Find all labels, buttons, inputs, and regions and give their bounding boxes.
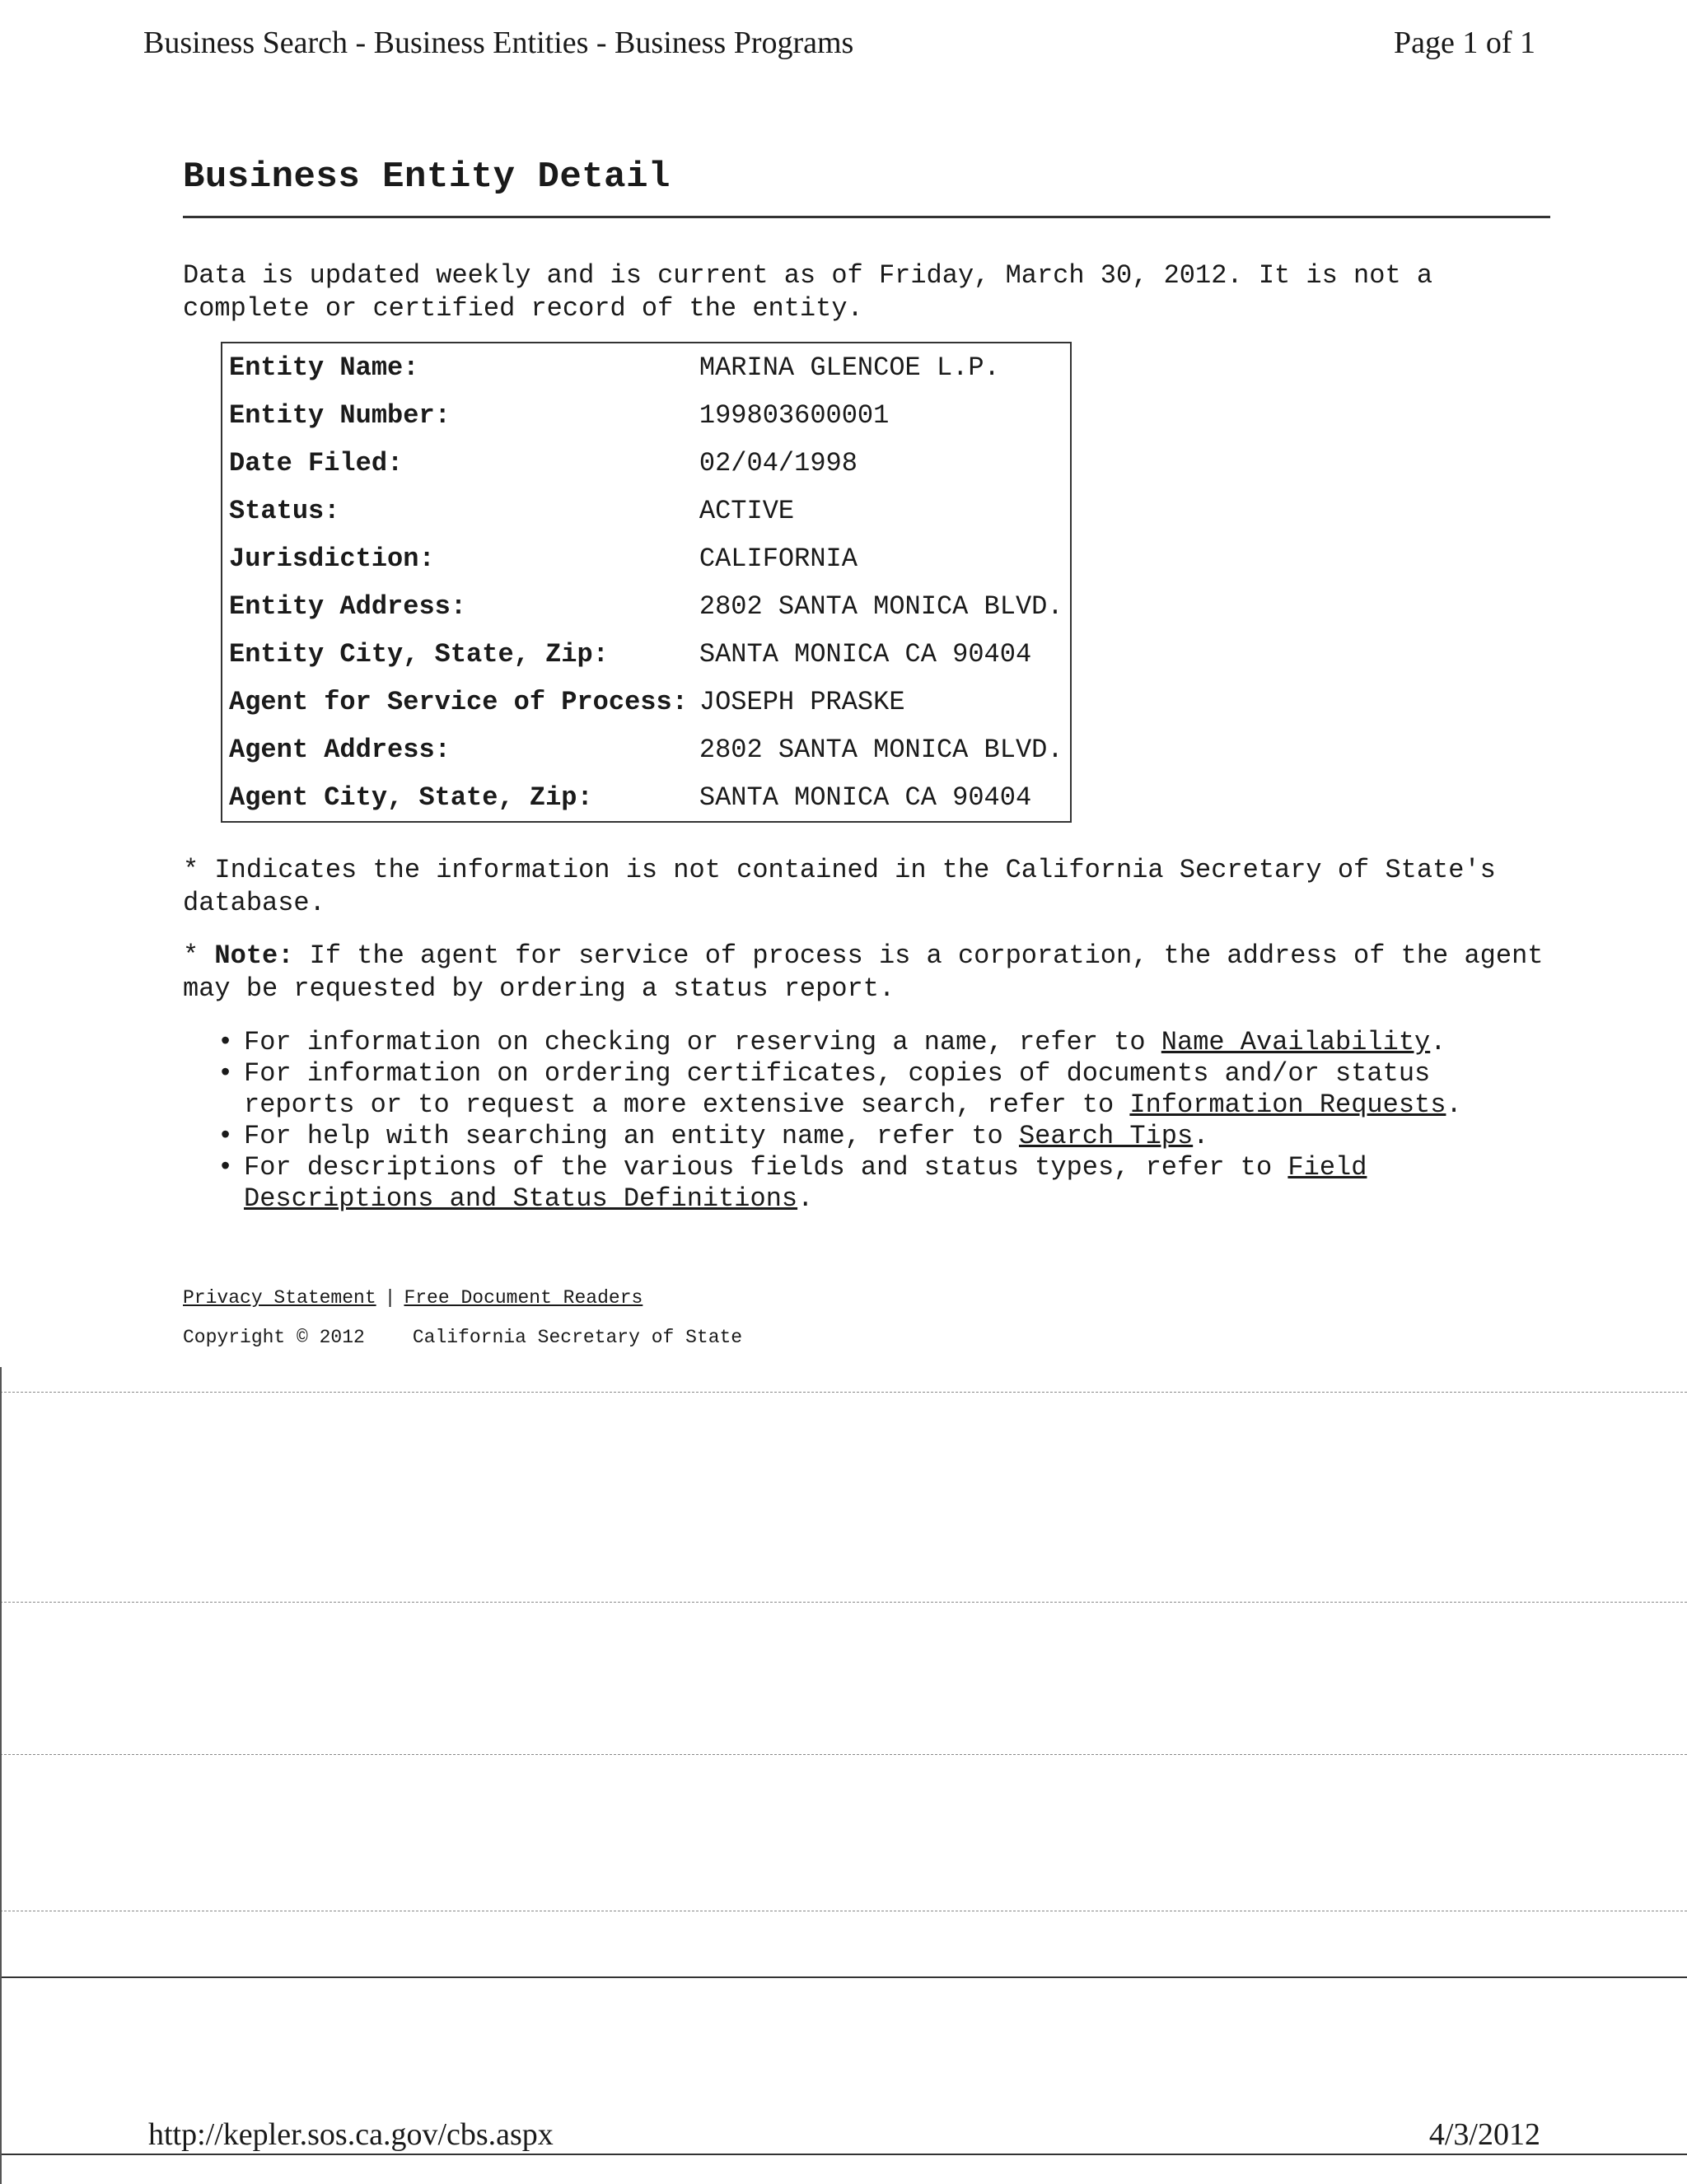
information-requests-link[interactable]: Information Requests: [1129, 1090, 1446, 1120]
table-row: [222, 439, 1071, 487]
status-label: Status:: [229, 495, 340, 526]
table-row: [222, 343, 1071, 391]
table-row: [222, 726, 1071, 773]
print-page-number: Page 1 of 1: [1393, 26, 1535, 60]
status-value: ACTIVE: [699, 495, 795, 526]
note-label: Note:: [214, 940, 294, 971]
scan-artifact-line: [0, 2154, 1687, 2155]
table-row: [222, 678, 1071, 726]
list-item: • For help with searching an entity name, refer to Search Tips.: [213, 1121, 1550, 1152]
print-footer: [148, 2116, 1540, 2153]
table-row: [222, 534, 1071, 582]
intro-text: Data is updated weekly and is current as of Friday, March 30, 2012. It is not a complete or certified record of the entity.: [183, 260, 1433, 324]
print-footer-url: http://kepler.sos.ca.gov/cbs.aspx: [148, 2117, 554, 2152]
entity-city-label: Entity City, State, Zip:: [229, 638, 609, 670]
date-filed-value: 02/04/1998: [699, 447, 858, 478]
agent-label: Agent for Service of Process:: [229, 686, 688, 717]
entity-address-label: Entity Address:: [229, 590, 467, 622]
table-row: [222, 773, 1071, 822]
asterisk-note: * Indicates the information is not contained in the California Secretary of State's database.: [183, 855, 1496, 918]
table-row: [222, 487, 1071, 534]
free-document-readers-link[interactable]: Free Document Readers: [404, 1287, 643, 1309]
jurisdiction-value: CALIFORNIA: [699, 543, 858, 574]
entity-name-label: Entity Name:: [229, 352, 419, 383]
main-content: [183, 156, 1550, 1348]
entity-city-value: SANTA MONICA CA 90404: [699, 638, 1032, 670]
field-descriptions-link[interactable]: Field Descriptions and Status Definitions: [244, 1152, 1367, 1214]
name-availability-link[interactable]: Name Availability: [1161, 1027, 1431, 1057]
entity-number-value: 199803600001: [699, 399, 890, 431]
agent-address-value: 2802 SANTA MONICA BLVD.: [699, 734, 1063, 765]
note-prefix: *: [183, 940, 215, 971]
print-footer-date: 4/3/2012: [1428, 2117, 1540, 2152]
copyright: [183, 1327, 1550, 1348]
agent-city-label: Agent City, State, Zip:: [229, 782, 593, 813]
print-header-title: Business Search - Business Entities - Business Programs: [143, 26, 854, 60]
print-header: [143, 25, 1535, 61]
scan-artifact-edge: [0, 1367, 2, 2184]
footer-separator: |: [384, 1287, 396, 1309]
jurisdiction-label: Jurisdiction:: [229, 543, 435, 574]
agent-city-value: SANTA MONICA CA 90404: [699, 782, 1032, 813]
agent-address-label: Agent Address:: [229, 734, 451, 765]
entity-address-value: 2802 SANTA MONICA BLVD.: [699, 590, 1063, 622]
copyright-org: California Secretary of State: [412, 1327, 743, 1348]
search-tips-link[interactable]: Search Tips: [1018, 1121, 1194, 1151]
list-item: • For descriptions of the various fields and status types, refer to Field Descriptions and Status Definitions.: [213, 1152, 1550, 1215]
scan-artifact-line: [0, 1976, 1687, 1978]
copyright-text: Copyright © 2012: [183, 1327, 365, 1348]
agent-note: [183, 940, 1550, 1006]
date-filed-label: Date Filed:: [229, 447, 404, 478]
entity-number-label: Entity Number:: [229, 399, 451, 431]
entity-detail-table: [221, 342, 1072, 823]
note-text: If the agent for service of process is a corporation, the address of the agent may be requested by ordering a status report.: [183, 940, 1544, 1004]
scan-artifact-line: [0, 1754, 1687, 1755]
list-item: • For information on checking or reserving a name, refer to Name Availability.: [213, 1027, 1550, 1058]
agent-value: JOSEPH PRASKE: [699, 686, 905, 717]
scan-artifact-line: [0, 1602, 1687, 1603]
table-row: [222, 630, 1071, 678]
table-row: [222, 582, 1071, 630]
list-item: • For information on ordering certificates, copies of documents and/or status reports or to request a more extensive search, refer to Information Requests.: [213, 1058, 1550, 1121]
page-title: Business Entity Detail: [183, 156, 671, 198]
title-divider: [183, 216, 1550, 218]
entity-name-value: MARINA GLENCOE L.P.: [699, 352, 1000, 383]
footer-links: [183, 1287, 1550, 1309]
scan-artifact-line: [0, 1392, 1687, 1393]
info-list: [213, 1027, 1550, 1215]
table-row: [222, 391, 1071, 439]
privacy-statement-link[interactable]: Privacy Statement: [183, 1287, 376, 1309]
